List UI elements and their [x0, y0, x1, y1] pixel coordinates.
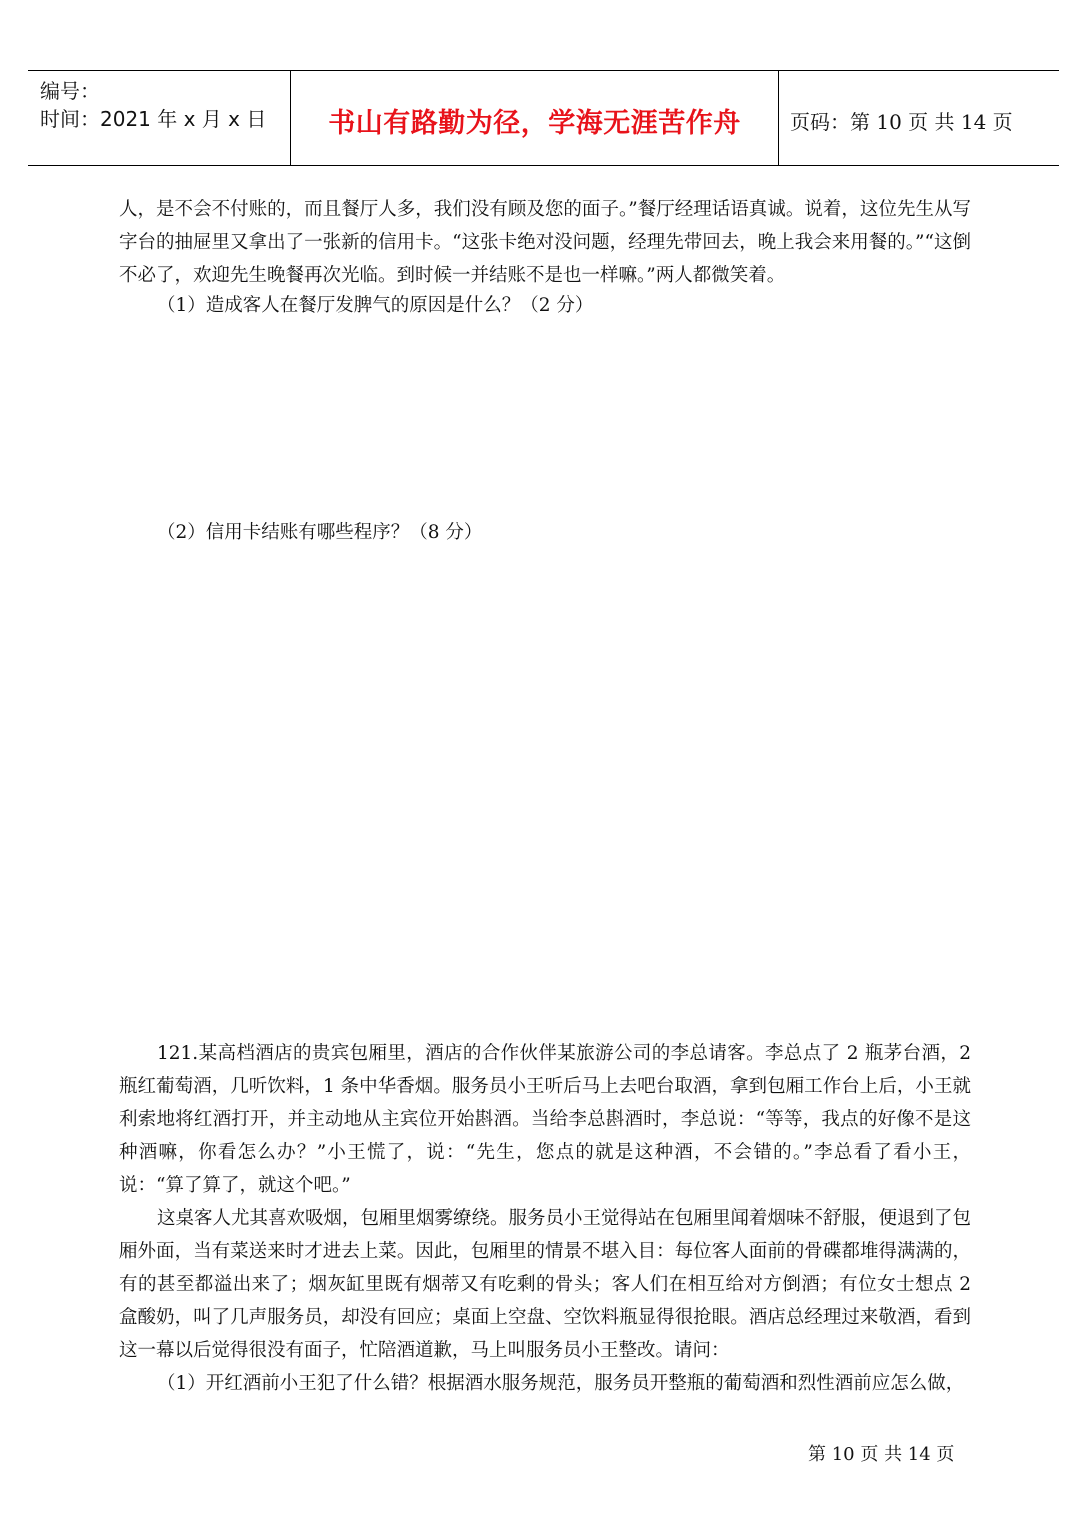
question-1-text: （1）造成客人在餐厅发脾气的原因是什么？（2 分）: [157, 295, 594, 316]
header-page-label: 页码：第 10 页 共 14 页: [790, 110, 1013, 134]
passage-continuation: [119, 193, 971, 292]
header-page-cell: [778, 71, 1059, 165]
header-motto-cell: [290, 71, 779, 165]
case-121-paragraph-2: 这桌客人尤其喜欢吸烟，包厢里烟雾缭绕。服务员小王觉得站在包厢里闻着烟味不舒服，便退到了包厢外面，当有菜送来时才进去上菜。因此，包厢里的情景不堪入目：每位客人面前的骨碟都堆得满满的，有的甚至都溢出来了；烟灰缸里既有烟蒂又有吃剩的骨头；客人们在相互给对方倒酒；有位女士想点 2 盒酸奶，叫了几声服务员，却没有回应；桌面上空盘、空饮料瓶显得很抢眼。酒店总经理过来敬酒，看到这一幕以后觉得很没有面子，忙陪酒道歉，马上叫服务员小王整改。请问：: [119, 1208, 972, 1361]
question-2: [119, 516, 971, 549]
time-label: 时间：2021 年 x 月 x 日: [40, 107, 267, 131]
passage-text: 人，是不会不付账的，而且餐厅人多，我们没有顾及您的面子。”餐厅经理话语真诚。说着，这位先生从写字台的抽屉里又拿出了一张新的信用卡。“这张卡绝对没问题，经理先带回去，晚上我会来用餐的。”“这倒不必了，欢迎先生晚餐再次光临。到时候一并结账不是也一样嘛。”两人都微笑着。: [119, 199, 971, 286]
header-info-cell: [28, 71, 290, 165]
motto: 书山有路勤为径，学海无涯苦作舟: [328, 108, 741, 139]
page-header: [28, 70, 1059, 166]
question-2-text: （2）信用卡结账有哪些程序？（8 分）: [157, 522, 483, 543]
case-121-paragraph-1: 121.某高档酒店的贵宾包厢里，酒店的合作伙伴某旅游公司的李总请客。李总点了 2 瓶茅台酒，2 瓶红葡萄酒，几听饮料，1 条中华香烟。服务员小王听后马上去吧台取酒，拿到包厢工作台上后，小王就利索地将红酒打开，并主动地从主宾位开始斟酒。当给李总斟酒时，李总说：“等等，我点的好像不是这种酒嘛，你看怎么办？”小王慌了，说：“先生，您点的就是这种酒，不会错的。”李总看了看小王，说：“算了算了，就这个吧。”: [119, 1043, 971, 1196]
case-121: [119, 1037, 971, 1400]
serial-number-label: 编号：: [40, 79, 100, 103]
case-121-question-1: （1）开红酒前小王犯了什么错？根据酒水服务规范，服务员开整瓶的葡萄酒和烈性酒前应怎么做，: [157, 1373, 965, 1394]
page-footer: 第 10 页 共 14 页: [808, 1444, 955, 1465]
question-1: [119, 289, 971, 322]
